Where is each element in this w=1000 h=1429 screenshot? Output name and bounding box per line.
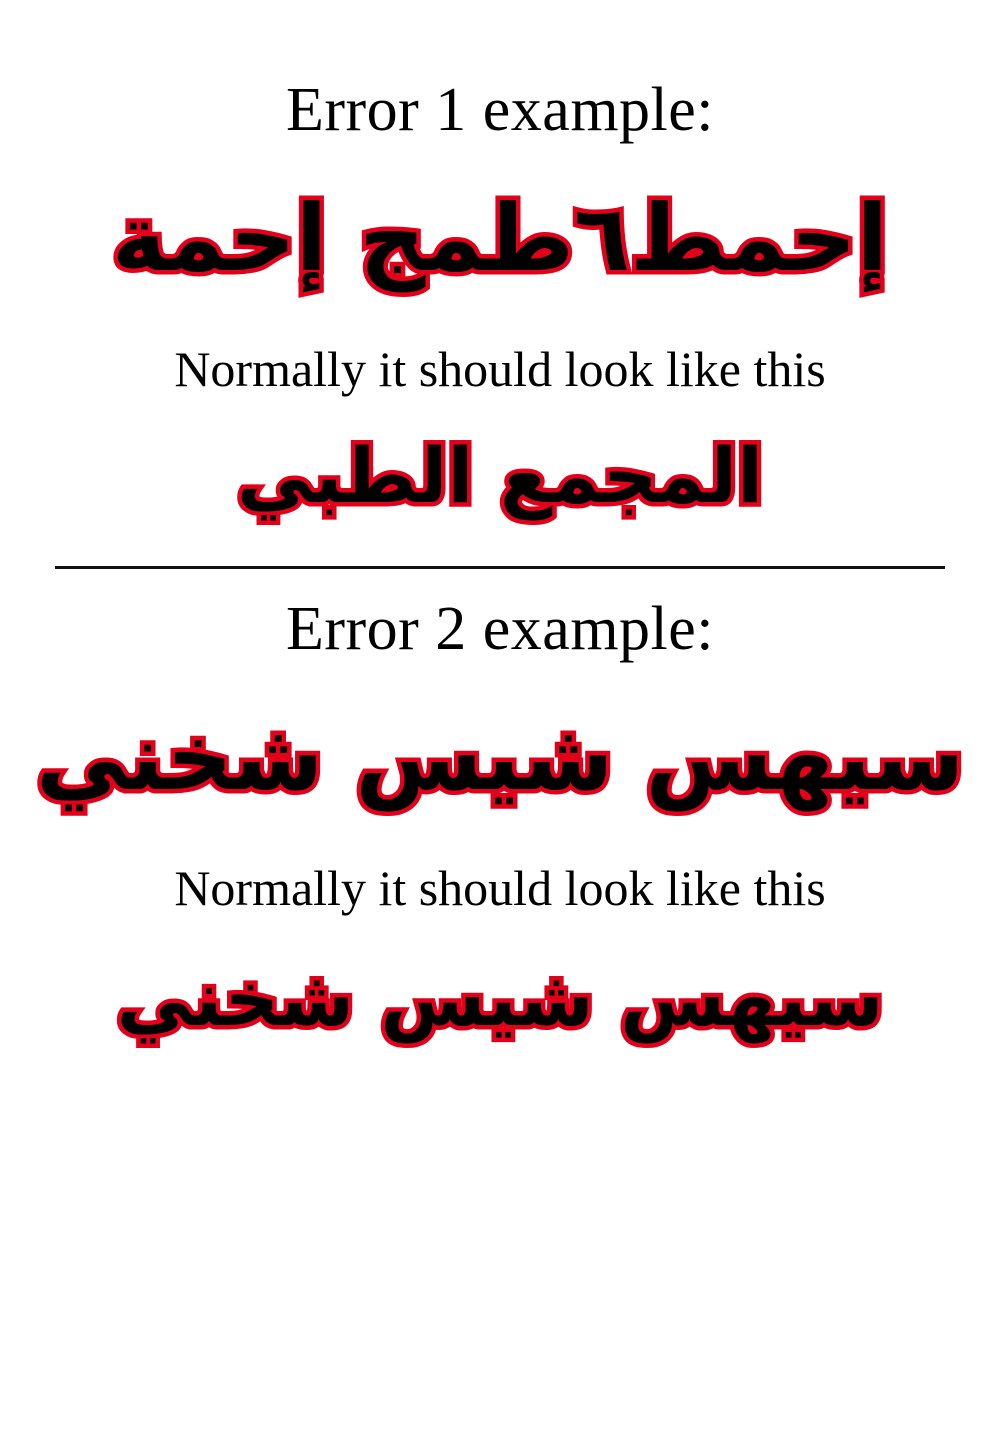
error-2-heading: Error 2 example: bbox=[285, 594, 715, 663]
error-1-caption: Normally it should look like this bbox=[174, 341, 826, 398]
error-1-caption-block bbox=[0, 342, 1000, 397]
error-1-correct-arabic-text: المجمع الطبي bbox=[236, 431, 764, 521]
error-2-heading-block bbox=[0, 594, 1000, 663]
error-1-heading-block bbox=[0, 78, 1000, 143]
error-2-correct-block bbox=[0, 950, 1000, 1049]
error-2-broken-arabic-text: سيهس شيس شخني bbox=[35, 703, 965, 811]
error-2-broken-block bbox=[0, 700, 1000, 815]
error-2-caption: Normally it should look like this bbox=[174, 859, 826, 916]
error-1-heading: Error 1 example: bbox=[285, 76, 715, 144]
error-1-broken-arabic-text: إحمط٦طمج إحمة bbox=[111, 185, 889, 293]
error-1-correct-block bbox=[0, 427, 1000, 526]
error-1-section bbox=[0, 0, 1000, 526]
error-2-caption-block bbox=[0, 861, 1000, 916]
error-2-section bbox=[0, 569, 1000, 1049]
error-2-correct-arabic-text: سيهس شيس شخني bbox=[116, 953, 884, 1043]
error-1-broken-block bbox=[0, 181, 1000, 296]
